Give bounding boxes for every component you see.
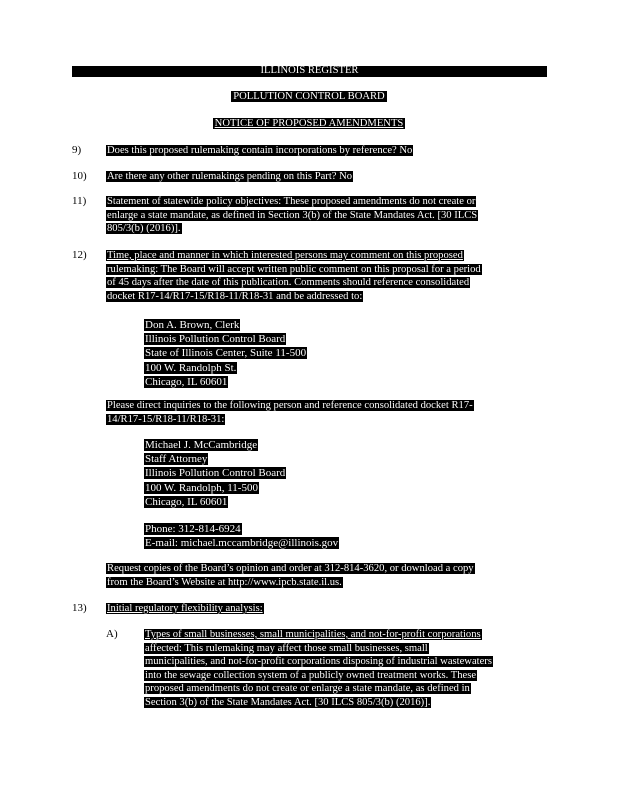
phone-line: Phone: 312-814-6924 — [145, 523, 241, 535]
contact-info — [144, 522, 339, 550]
sub-a-line: municipalities, and not-for-profit corporations disposing of industrial wastewaters — [145, 656, 492, 668]
item-12-line: rulemaking: The Board will accept written public comment on this proposal for a period — [107, 263, 481, 275]
item-12-text — [106, 249, 482, 303]
item-11-line: 805/3(b) (2016)]. — [107, 223, 181, 235]
sub-a-line: affected: This rulemaking may affect those small businesses, small — [145, 642, 428, 654]
board-title: POLLUTION CONTROL BOARD — [233, 91, 385, 102]
item-12-number: 12) — [72, 249, 87, 261]
item-13-title: Initial regulatory flexibility analysis: — [107, 603, 263, 614]
address-line: Illinois Pollution Control Board — [145, 467, 286, 480]
notice-title-wrap — [0, 118, 618, 129]
address-line: Michael J. McCambridge — [145, 439, 258, 451]
inquiries-line: Please direct inquiries to the following person and reference consolidated docket R17- — [107, 400, 473, 411]
item-10-line: Are there any other rulemakings pending on this Part? No — [107, 171, 353, 182]
item-13-number: 13) — [72, 602, 87, 614]
copies-line: from the Board’s Website at http://www.ipcb.state.il.us. — [107, 576, 342, 588]
item-11-line: enlarge a state mandate, as defined in Section 3(b) of the State Mandates Act. [30 ILCS — [107, 209, 478, 221]
address-line: Illinois Pollution Control Board — [145, 333, 286, 346]
address-line: 100 W. Randolph, 11-500 — [145, 481, 258, 494]
address-line: State of Illinois Center, Suite 11-500 — [145, 347, 307, 360]
item-9-number: 9) — [72, 144, 82, 156]
item-13-text — [106, 602, 264, 616]
copies-text — [106, 562, 475, 589]
sub-a-line: into the sewage collection system of a publicly owned treatment works. These — [145, 669, 477, 681]
address-line: Chicago, IL 60601 — [145, 495, 228, 508]
email-line: E-mail: michael.mccambridge@illinois.gov — [145, 537, 339, 550]
item-11-line: Statement of statewide policy objectives: These proposed amendments do not create or — [107, 196, 476, 207]
item-12-line: of 45 days after the date of this publication. Comments should reference consolidated — [107, 277, 470, 289]
register-title: ILLINOIS REGISTER — [260, 65, 359, 76]
sub-a-text — [144, 628, 493, 710]
sub-a-number: A) — [106, 628, 118, 640]
item-12-line: docket R17-14/R17-15/R18-11/R18-31 and be addressed to: — [107, 290, 363, 302]
inquiries-line: 14/R17-15/R18-11/R18-31: — [107, 413, 225, 425]
address-line: 100 W. Randolph St. — [145, 361, 237, 374]
item-10-text — [106, 170, 353, 184]
item-10-number: 10) — [72, 170, 87, 182]
address-line: Staff Attorney — [145, 453, 208, 466]
notice-title: NOTICE OF PROPOSED AMENDMENTS — [214, 118, 404, 129]
address-line: Chicago, IL 60601 — [145, 375, 228, 388]
inquiries-text — [106, 399, 474, 426]
board-title-wrap — [0, 91, 618, 102]
clerk-address — [144, 318, 307, 389]
item-9-text — [106, 144, 413, 158]
item-12-line: Time, place and manner in which interested persons may comment on this proposed — [107, 250, 463, 261]
copies-line: Request copies of the Board’s opinion and order at 312-814-3620, or download a copy — [107, 563, 474, 574]
item-11-number: 11) — [72, 195, 87, 207]
item-11-text — [106, 195, 478, 236]
sub-a-line: Section 3(b) of the State Mandates Act. [30 ILCS 805/3(b) (2016)]. — [145, 696, 431, 708]
staff-attorney-address — [144, 438, 286, 509]
item-9-line: Does this proposed rulemaking contain incorporations by reference? No — [107, 145, 413, 156]
sub-a-line: proposed amendments do not create or enlarge a state mandate, as defined in — [145, 683, 470, 695]
address-line: Don A. Brown, Clerk — [145, 319, 240, 331]
sub-a-line: Types of small businesses, small municipalities, and not-for-profit corporations — [145, 629, 481, 640]
